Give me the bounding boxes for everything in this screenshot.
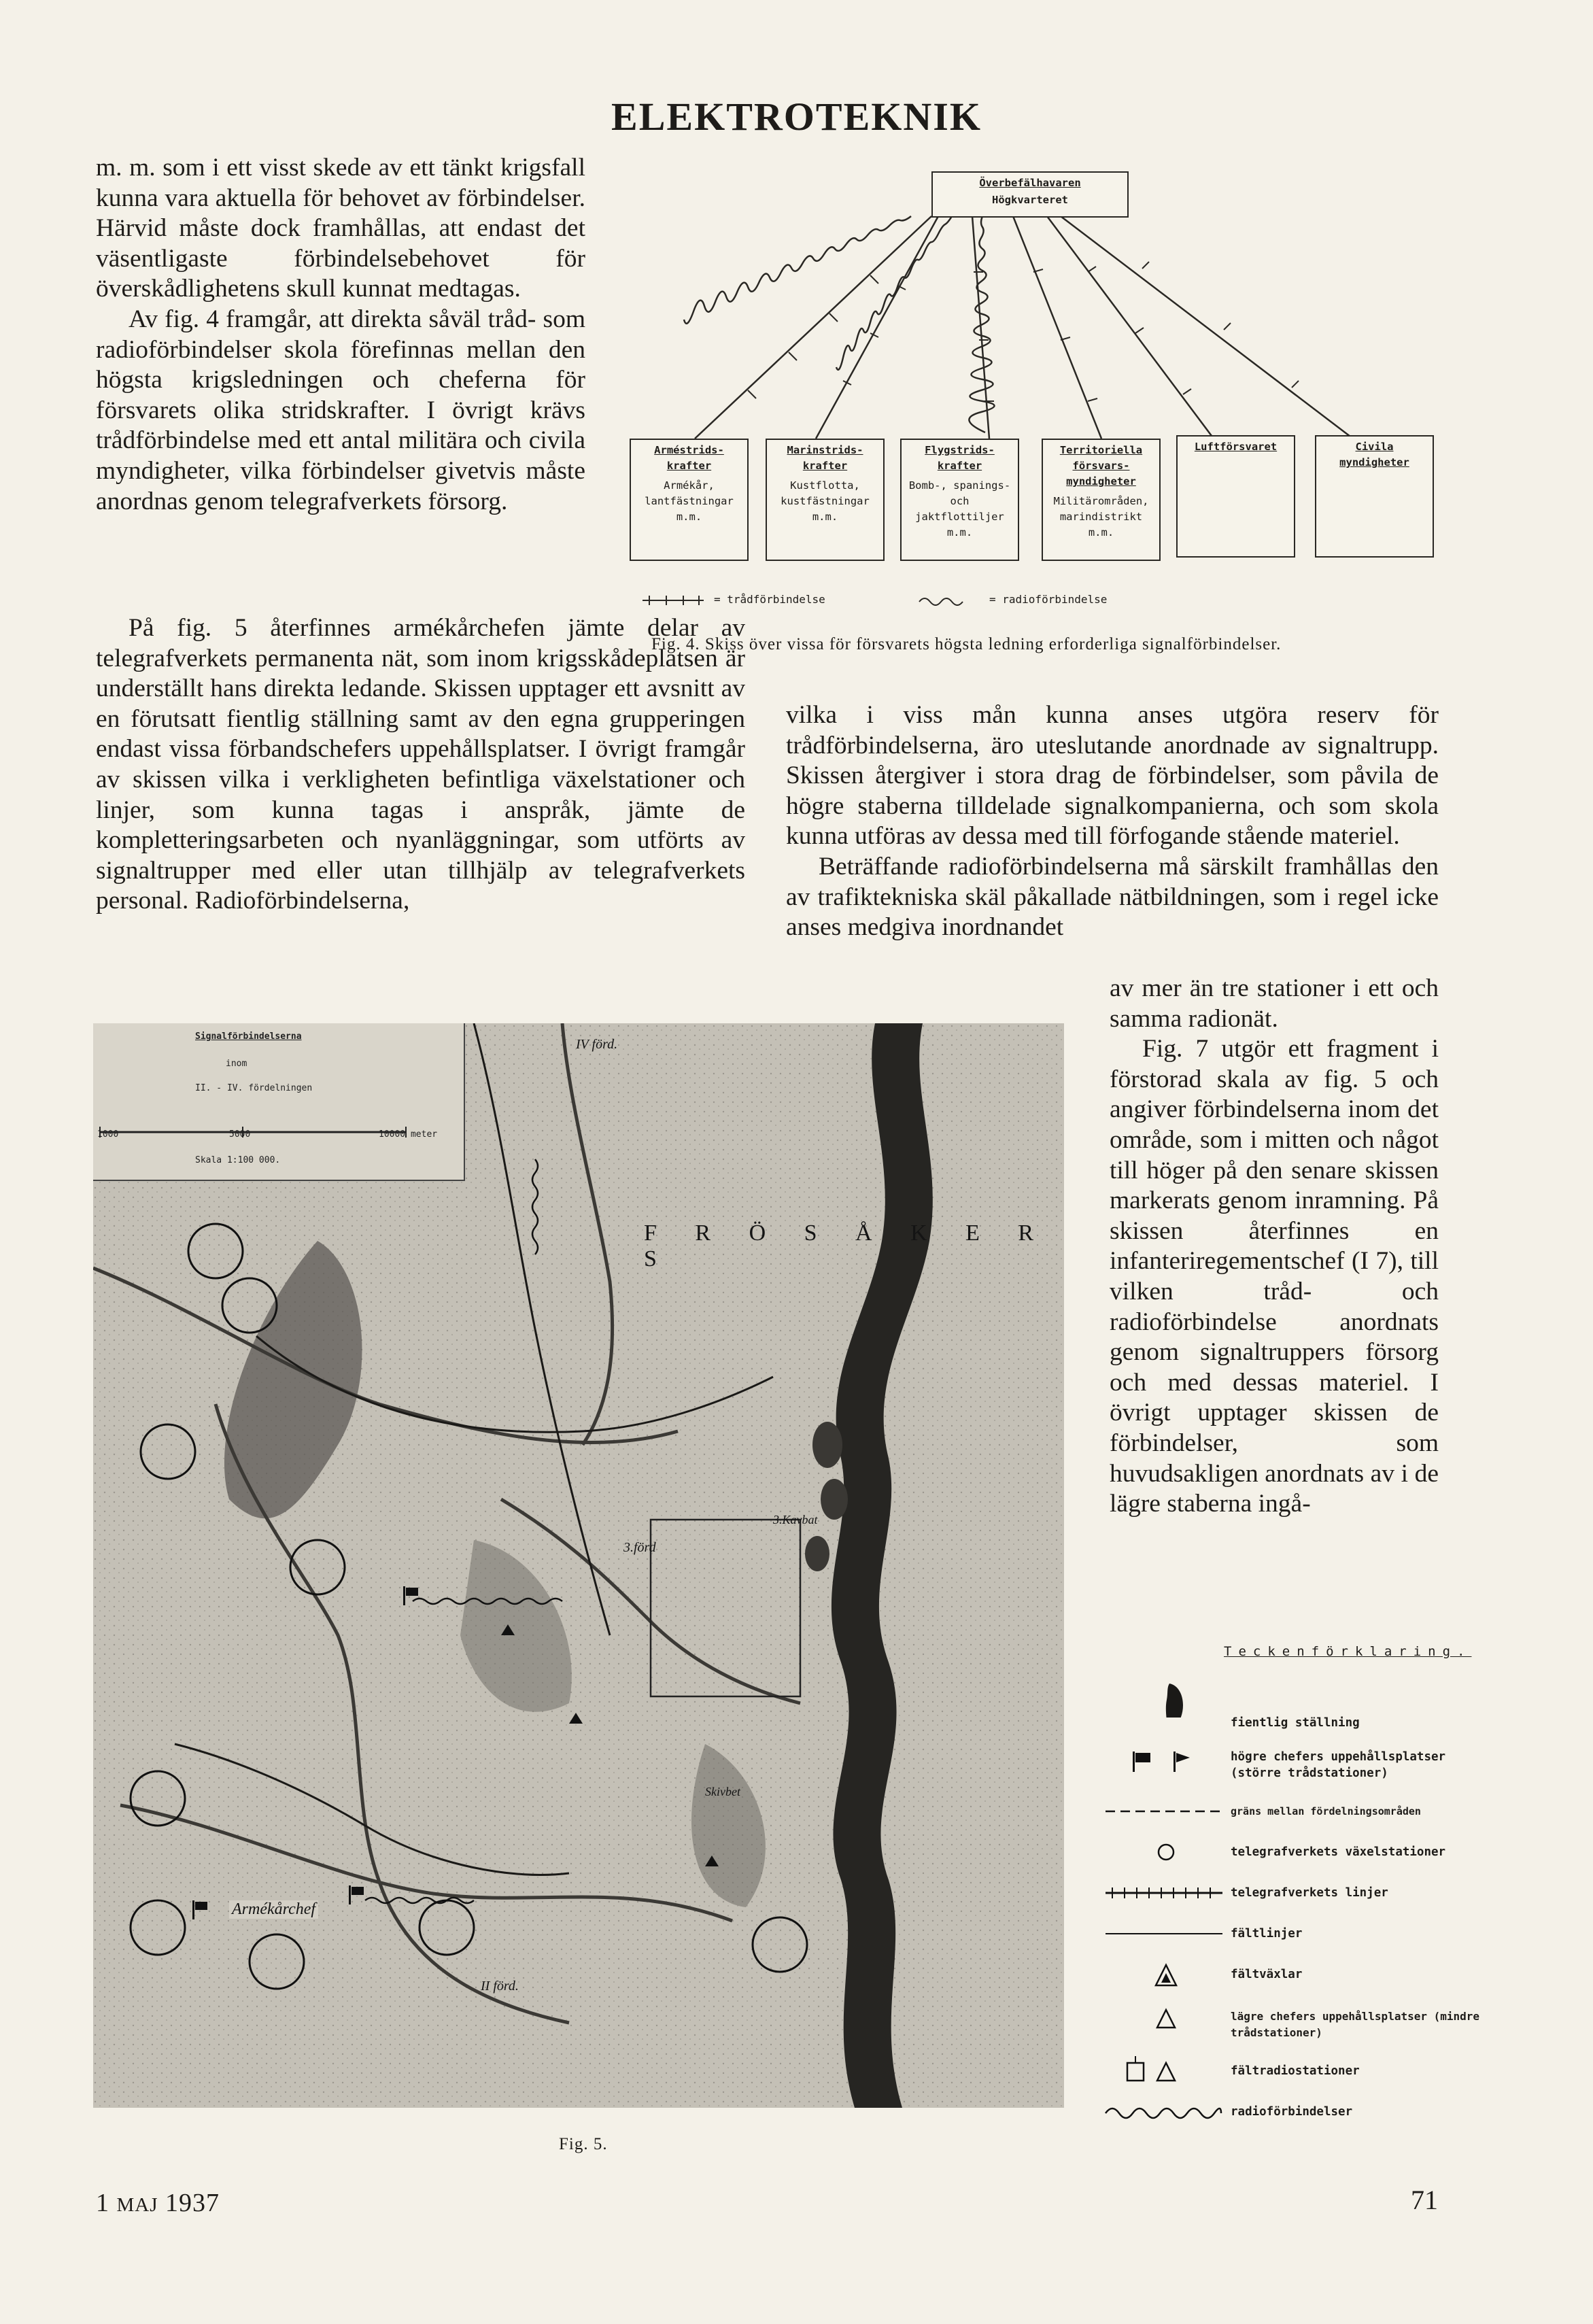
place-ivford: IV förd.: [576, 1037, 618, 1052]
paragraph: Fig. 7 utgör ett fragment i förstorad skala av fig. 5 och angiver förbindelserna inom det område, som i mitten och något till höger på den senare skissen markerats genom inramning. På skissen återfinnes en infanteriregementschef (I 7), till vilken tråd- och radioförbindelse anordnats genom signaltruppers försorg och med dessas materiel. I övrigt upptager skissen de förbindelser, som huvudsakligen anordnats av i de lägre staberna ingå-: [1110, 1035, 1439, 1518]
box-civil: Civila myndigheter: [1315, 435, 1434, 558]
inset-line3: II. - IV. fördelningen: [195, 1083, 313, 1093]
flag-icon: [1101, 1746, 1224, 1784]
place-kavbat: 3.Kavbat: [773, 1513, 818, 1526]
legend-wire-label: = trådförbindelse: [714, 593, 825, 606]
exchange-station-icon: [1101, 1833, 1224, 1871]
paragraph: Av fig. 4 framgår, att direkta såväl tråd- som radioförbindelser skola förefinnas mellan den högsta krigsledningen och cheferna för försvarets olika stridskrafter. I övrigt krävs trådförbindelse med ett antal militära och civila myndigheter, vilka förbindelser givetvis måste anordnas genom telegrafverkets försorg.: [96, 305, 585, 515]
place-iiiford: 3.förd: [623, 1540, 656, 1555]
right-column-top: [786, 700, 1439, 943]
legend-row: telegrafverkets linjer: [1101, 1874, 1503, 1912]
legend-row: högre chefers uppehållsplatser (större trådstationer): [1101, 1746, 1503, 1800]
paragraph: På fig. 5 återfinnes armékårchefen jämte delar av telegrafverkets permanenta nät, som inom krigsskådeplatsen är underställt hans direkta ledande. Skissen upptager ett avsnitt av en förutsatt fientlig ställning samt av den egna grupperingen endast vissa förbandschefers uppehållsplatser. I övrigt framgår av skissen vilka i verkligheten befintliga växelstationer och linjer, som kunna tagas i anspråk, jämte de kompletteringsarbeten och nyanläggningar, som utförts av signaltrupper med eller utan tillhjälp av telegrafverkets personal. Radioförbindelserna,: [96, 614, 745, 915]
box-army: Arméstrids- krafter Armékår, lantfästningar m.m.: [630, 439, 749, 561]
legend-row: radioförbindelser: [1101, 2093, 1503, 2131]
telegraph-line-icon: [1101, 1874, 1224, 1912]
running-head: ELEKTROTEKNIK: [611, 95, 982, 139]
legend-row: fientlig ställning: [1101, 1679, 1503, 1745]
footer-date: [96, 2188, 220, 2218]
page-number: 71: [1411, 2185, 1438, 2215]
fig4-connectors: [612, 163, 1482, 639]
fig5-caption: Fig. 5.: [559, 2135, 608, 2153]
top-box-hq: Överbefälhavaren Högkvarteret: [931, 171, 1129, 218]
legend-row: gräns mellan fördelningsområden: [1101, 1792, 1503, 1830]
legend-row: fältradiostationer: [1101, 2052, 1503, 2090]
legend-row: fältlinjer: [1101, 1915, 1503, 1953]
box-air-defence: Luftförsvaret: [1176, 435, 1295, 558]
boundary-line-icon: [1101, 1792, 1224, 1830]
place-frosaker: F R Ö S Å K E R S: [644, 1220, 1050, 1271]
box-airforce: Flygstrids- krafter Bomb-, spanings- och jaktflottiljer m.m.: [900, 439, 1019, 561]
box-territorial: Territoriella försvars-myndigheter Militärområden, marindistrikt m.m.: [1042, 439, 1161, 561]
scale-tick-3: 10000 meter: [379, 1129, 438, 1140]
date-day: 1: [96, 2189, 109, 2217]
legend-row: telegrafverkets växelstationer: [1101, 1833, 1503, 1871]
scale-tick-1: 1000: [97, 1129, 119, 1140]
radio-link-icon: [1101, 2093, 1224, 2131]
radio-station-icon: [1101, 2052, 1224, 2090]
paragraph: Beträffande radioförbindelserna må särskilt framhållas den av trafiktekniska skäl påkallade nätbildningen, som i regel icke anses medgiva inordnandet: [786, 852, 1439, 942]
field-exchange-icon: [1101, 1955, 1224, 1994]
right-column-narrow: [1110, 974, 1439, 1520]
legend-radio-label: = radioförbindelse: [989, 593, 1108, 606]
legend-row: lägre chefers uppehållsplatser (mindre trådstationer): [1101, 1998, 1503, 2052]
legend-row: fältväxlar: [1101, 1955, 1503, 1994]
fig4-caption: Fig. 4. Skiss över vissa för försvarets högsta ledning erforderliga signalförbindelser.: [651, 635, 1282, 653]
map-inset-legend: [93, 1023, 465, 1181]
paragraph: m. m. som i ett visst skede av ett tänkt krigsfall kunna vara aktuella för behovet av förbindelser. Härvid måste dock framhållas, att endast det väsentligaste förbindelsebehovet för överskådlighetens skull kunnat medtagas.: [96, 154, 585, 303]
scale-text: Skala 1:100 000.: [195, 1155, 281, 1165]
triangle-icon: [1101, 1998, 1224, 2036]
left-column-continuation: [96, 613, 745, 917]
paragraph: vilka i viss mån kunna anses utgöra reserv för trådförbindelserna, äro uteslutande anordnade av signaltrupp. Skissen återgiver i stora drag de förbindelser, som påvila de högre staberna tilldelade signalkompanierna, och som skola kunna utföras av dessa med till förfogande stående materiel.: [786, 701, 1439, 851]
scale-tick-2: 5000: [229, 1129, 251, 1140]
box-navy: Marinstrids- krafter Kustflotta, kustfästningar m.m.: [766, 439, 885, 561]
place-armekarchef: Armékårchef: [229, 1900, 318, 1919]
inset-title: Signalförbindelserna: [195, 1031, 302, 1042]
legend-title: Teckenförklaring.: [1224, 1644, 1472, 1659]
left-column-top: [96, 153, 585, 517]
date-month: MAJ: [116, 2194, 158, 2216]
enemy-position-icon: [1101, 1679, 1224, 1718]
place-iiford: II förd.: [481, 1979, 519, 1994]
date-year: 1937: [165, 2189, 220, 2217]
fig5-map: [93, 1023, 1064, 2108]
inset-line2: inom: [226, 1059, 247, 1069]
place-skivbet: Skivbet: [705, 1785, 740, 1798]
paragraph: av mer än tre stationer i ett och samma radionät.: [1110, 974, 1439, 1033]
fig4-diagram: [612, 163, 1482, 639]
map-drawing: [93, 1023, 1064, 2108]
field-line-icon: [1101, 1915, 1224, 1953]
